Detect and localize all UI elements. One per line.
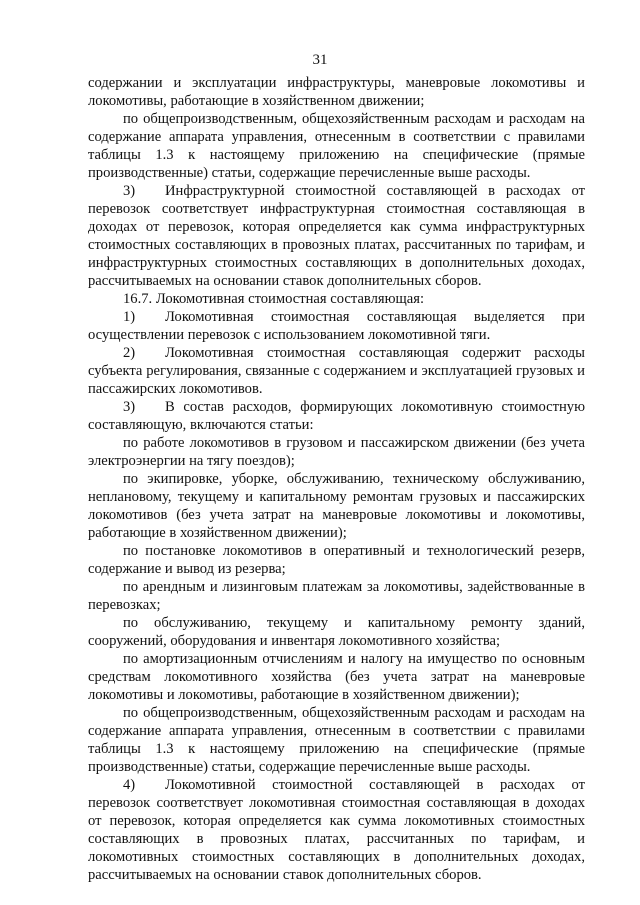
numbered-paragraph bbox=[88, 182, 585, 290]
paragraph-text: по постановке локомотивов в оперативный и технологический резерв, содержание и вывод из резерва; bbox=[88, 543, 585, 577]
paragraph-text: Локомотивной стоимостной составляющей в расходах от перевозок соответствует локомотивная стоимостная составляющая в доходах от перевозок, которая определяется как сумма локомотивных стоимостных составляющих в провозных платах, рассчитанных по тарифам, и локомотивных стоимостных составляющих в дополнительных доходах, рассчитываемых на основании ставок дополнительных сборов. bbox=[88, 777, 585, 883]
paragraph bbox=[88, 74, 585, 110]
paragraph bbox=[88, 542, 585, 578]
paragraph-text: содержании и эксплуатации инфраструктуры, маневровые локомотивы и локомотивы, работающие в хозяйственном движении; bbox=[88, 75, 585, 109]
paragraph bbox=[88, 434, 585, 470]
paragraph-text: Локомотивная стоимостная составляющая выделяется при осуществлении перевозок с использованием локомотивной тяги. bbox=[88, 309, 585, 343]
numbered-paragraph bbox=[88, 308, 585, 344]
paragraph-text: по арендным и лизинговым платежам за локомотивы, задействованные в перевозках; bbox=[88, 579, 585, 613]
item-number: 3) bbox=[123, 399, 136, 415]
paragraph-text: В состав расходов, формирующих локомотивную стоимостную составляющую, включаются статьи: bbox=[88, 399, 585, 433]
item-number: 1) bbox=[123, 309, 136, 325]
paragraph-text: по обслуживанию, текущему и капитальному ремонту зданий, сооружений, оборудования и инвентаря локомотивного хозяйства; bbox=[88, 615, 585, 649]
numbered-paragraph bbox=[88, 776, 585, 884]
paragraph-text: по работе локомотивов в грузовом и пассажирском движении (без учета электроэнергии на тягу поездов); bbox=[88, 435, 585, 469]
paragraph-text: по общепроизводственным, общехозяйственным расходам и расходам на содержание аппарата управления, отнесенным в соответствии с правилами таблицы 1.3 к настоящему приложению на специфические (прямые производственные) статьи, содержащие перечисленные выше расходы. bbox=[88, 111, 585, 181]
paragraph-text: по общепроизводственным, общехозяйственным расходам и расходам на содержание аппарата управления, отнесенным в соответствии с правилами таблицы 1.3 к настоящему приложению на специфические (прямые производственные) статьи, содержащие перечисленные выше расходы. bbox=[88, 705, 585, 775]
item-number: 2) bbox=[123, 345, 136, 361]
paragraph bbox=[88, 578, 585, 614]
paragraph-text: 16.7. Локомотивная стоимостная составляющая: bbox=[123, 291, 424, 307]
paragraph-text: Инфраструктурной стоимостной составляющей в расходах от перевозок соответствует инфраструктурная стоимостная составляющая в доходах от перевозок, которая определяется как сумма инфраструктурных стоимостных составляющих в провозных платах, рассчитанных по тарифам, и инфраструктурных стоимостных составляющих в дополнительных доходах, рассчитываемых на основании ставок дополнительных сборов. bbox=[88, 183, 585, 289]
paragraph bbox=[88, 650, 585, 704]
paragraph-text: по амортизационным отчислениям и налогу на имущество по основным средствам локомотивного хозяйства (без учета затрат на маневровые локомотивы и локомотивы, работающие в хозяйственном движении); bbox=[88, 651, 585, 703]
numbered-paragraph bbox=[88, 344, 585, 398]
item-number: 4) bbox=[123, 777, 136, 793]
paragraph bbox=[88, 704, 585, 776]
page-number: 31 bbox=[312, 52, 328, 68]
item-number: 3) bbox=[123, 183, 136, 199]
numbered-paragraph bbox=[88, 398, 585, 434]
paragraph bbox=[88, 614, 585, 650]
paragraph-text: по экипировке, уборке, обслуживанию, техническому обслуживанию, неплановому, текущему и капитальному ремонтам грузовых и пассажирских локомотивов (без учета затрат на маневровые локомотивы и локомотивы, работающие в хозяйственном движении); bbox=[88, 471, 585, 541]
document-body bbox=[88, 74, 585, 884]
paragraph-text: Локомотивная стоимостная составляющая содержит расходы субъекта регулирования, связанные с содержанием и эксплуатацией грузовых и пассажирских локомотивов. bbox=[88, 345, 585, 397]
section-heading bbox=[88, 290, 585, 308]
paragraph bbox=[88, 470, 585, 542]
paragraph bbox=[88, 110, 585, 182]
